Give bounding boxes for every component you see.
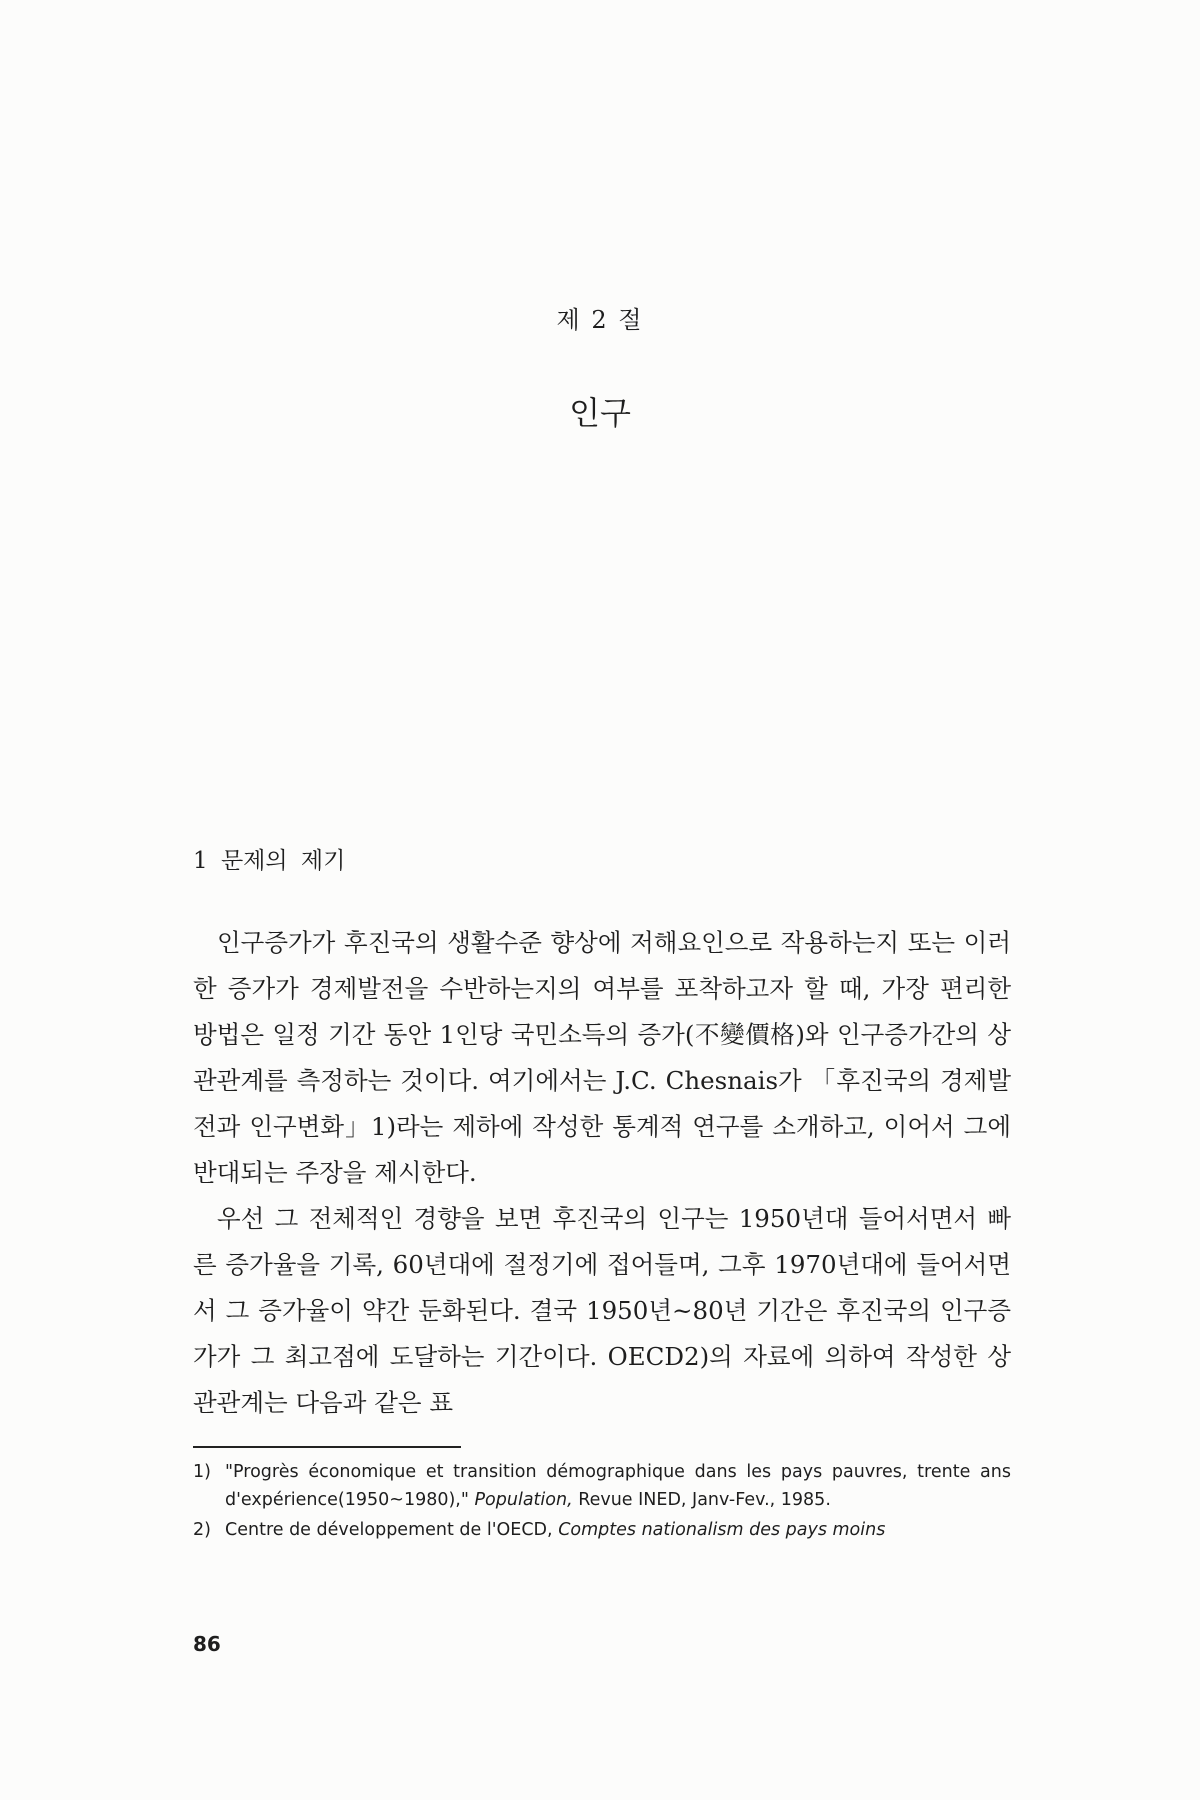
chapter-label: 제 2 절	[556, 306, 644, 334]
footnote-text	[225, 1458, 1011, 1514]
footnote-number: 1)	[193, 1462, 211, 1482]
paragraph-2: 우선 그 전체적인 경향을 보면 후진국의 인구는 1950년대 들어서면서 빠른 증가율을 기록, 60년대에 절정기에 접어들며, 그후 1970년대에 들어서면서 그 증가율이 약간 둔화된다. 결국 1950년~80년 기간은 후진국의 인구증가가 그 최고점에 도달하는 기간이다. OECD2)의 자료에 의하여 작성한 상관관계는 다음과 같은 표	[193, 1204, 1011, 1417]
footnote-source: Revue INED, Janv-Fev., 1985.	[578, 1490, 831, 1510]
footnote-number: 2)	[193, 1520, 211, 1540]
footnote-journal: Population,	[474, 1490, 573, 1510]
paragraph-1: 인구증가가 후진국의 생활수준 향상에 저해요인으로 작용하는지 또는 이러한 증가가 경제발전을 수반하는지의 여부를 포착하고자 할 때, 가장 편리한 방법은 일정 기간 동안 1인당 국민소득의 증가(不變價格)와 인구증가간의 상관관계를 측정하는 것이다. 여기에서는 J.C. Chesnais가 「후진국의 경제발전과 인구변화」1)라는 제하에 작성한 통계적 연구를 소개하고, 이어서 그에 반대되는 주장을 제시한다.	[193, 928, 1011, 1187]
footnotes	[193, 1458, 1011, 1546]
footnote-1	[193, 1458, 1011, 1514]
section-heading: 1 문제의 제기	[193, 848, 346, 874]
footnote-citation: Centre de développement de l'OECD,	[225, 1520, 553, 1540]
footnote-text	[225, 1516, 1011, 1544]
body-text	[193, 920, 1011, 1426]
chapter-title: 인구	[569, 394, 631, 432]
footnote-2	[193, 1516, 1011, 1544]
footnote-journal: Comptes nationalism des pays moins	[558, 1520, 886, 1540]
footnote-citation: "Progrès économique et transition démographique dans les pays pauvres, trente ans d'expérience(1950~1980),"	[225, 1462, 1011, 1510]
page-number: 86	[193, 1632, 221, 1656]
footnote-divider	[193, 1446, 461, 1448]
